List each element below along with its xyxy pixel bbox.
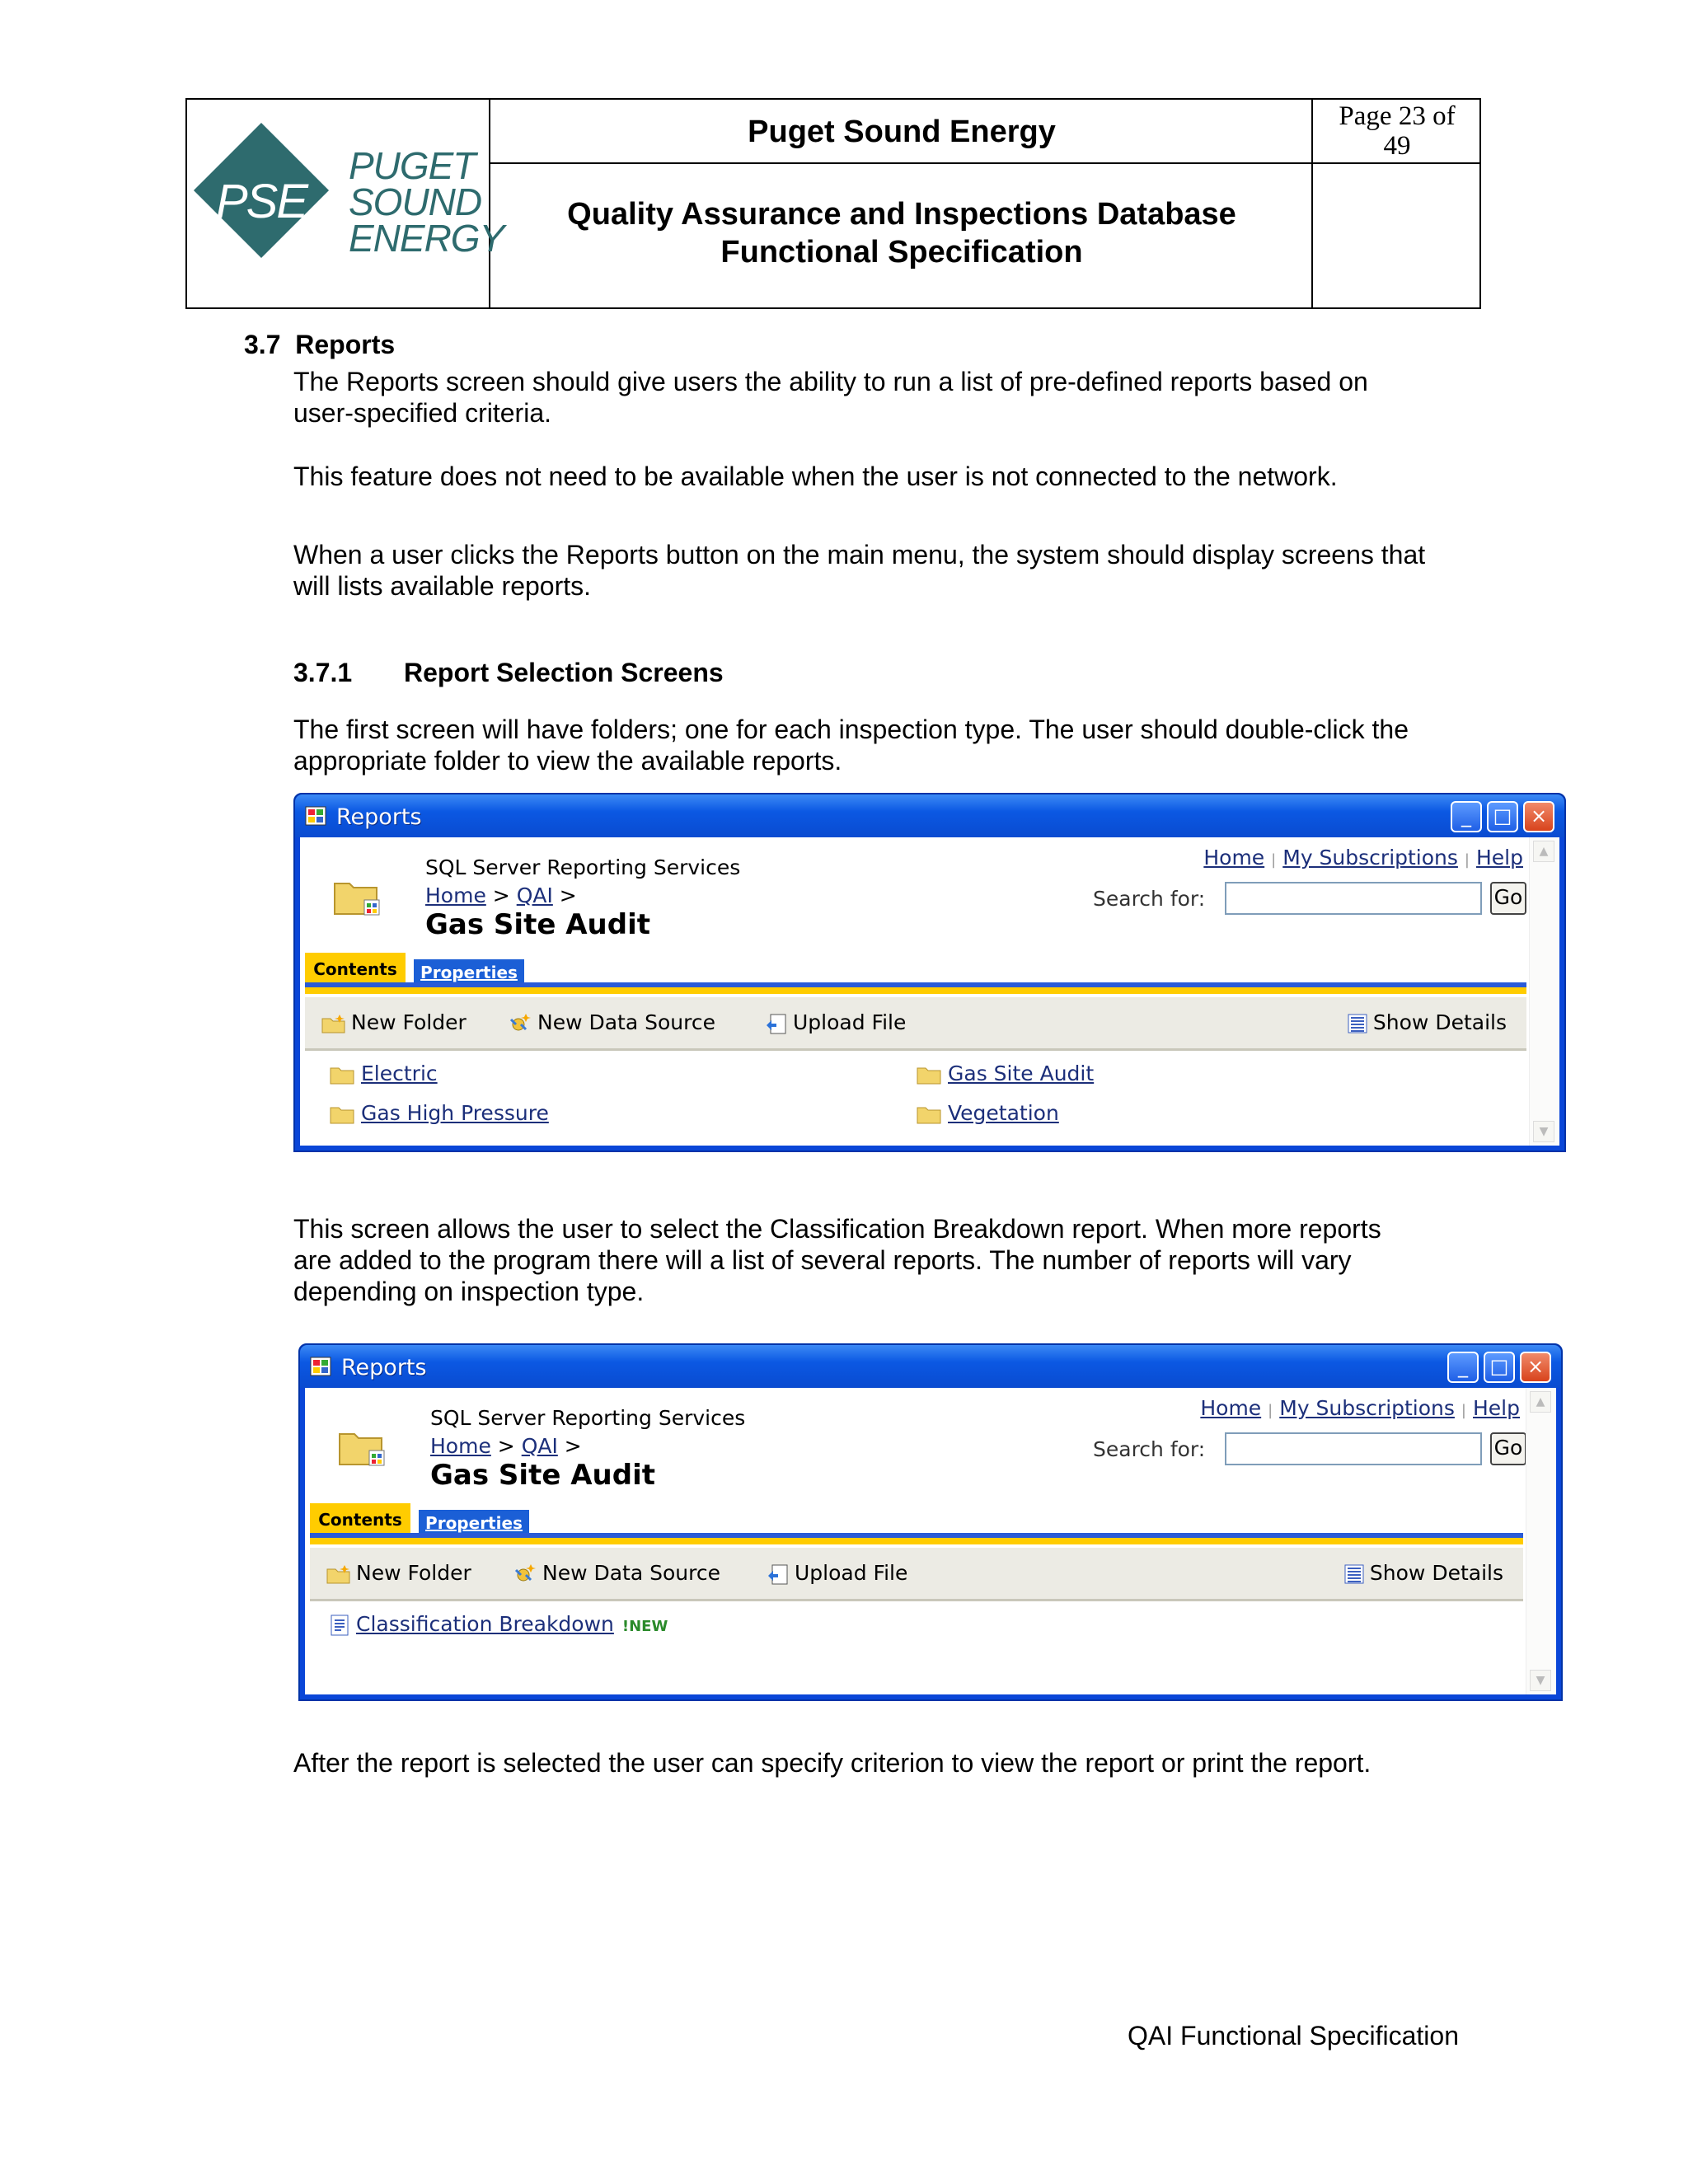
breadcrumb-separator: > xyxy=(559,883,577,907)
subsection-number: 3.7.1 xyxy=(293,658,353,687)
scroll-down-button[interactable]: ▼ xyxy=(1530,1670,1551,1691)
tab-properties[interactable]: Properties xyxy=(419,1510,529,1535)
folder-link-gas-high-pressure[interactable]: Gas High Pressure xyxy=(361,1101,549,1125)
maximize-button[interactable]: □ xyxy=(1487,801,1518,832)
reports-window-folders xyxy=(293,793,1566,1152)
folder-item[interactable] xyxy=(330,1062,438,1085)
link-separator: | xyxy=(1464,851,1470,869)
folder-item[interactable] xyxy=(917,1062,1094,1085)
scroll-up-button[interactable]: ▲ xyxy=(1533,841,1554,862)
paragraph-line: When a user clicks the Reports button on the main menu, the system should display screens that xyxy=(293,540,1426,569)
subsection-title: Report Selection Screens xyxy=(404,658,724,687)
logo-abbr: PSE xyxy=(215,175,307,228)
window-client xyxy=(300,837,1559,1146)
close-button[interactable]: × xyxy=(1523,801,1554,832)
service-name: SQL Server Reporting Services xyxy=(430,1406,746,1430)
section-number: 3.7 xyxy=(244,330,281,359)
my-subscriptions-link[interactable]: My Subscriptions xyxy=(1279,1396,1455,1420)
page-footer: QAI Functional Specification xyxy=(1128,2021,1459,2050)
folder-item[interactable] xyxy=(917,1101,1059,1125)
page-title: Gas Site Audit xyxy=(425,908,650,941)
new-data-source-button[interactable] xyxy=(513,1561,720,1585)
window-titlebar xyxy=(300,1345,1561,1388)
toolbar xyxy=(310,1548,1523,1601)
tab-underline-accent xyxy=(310,1538,1523,1544)
breadcrumb-home-link[interactable]: Home xyxy=(430,1434,491,1458)
folder-item[interactable] xyxy=(330,1101,549,1125)
tab-underline-accent xyxy=(305,987,1526,994)
reports-app-icon xyxy=(305,806,326,826)
link-separator: | xyxy=(1271,851,1277,869)
page-number-line: 49 xyxy=(1383,131,1411,161)
new-folder-icon xyxy=(321,1014,346,1033)
new-badge xyxy=(622,1618,668,1635)
search-input[interactable] xyxy=(1225,882,1482,915)
paragraph-line: appropriate folder to view the available reports. xyxy=(293,746,842,776)
reports-window-report-list xyxy=(298,1343,1563,1701)
new-badge-mark: ! xyxy=(621,1618,630,1635)
top-links xyxy=(1203,846,1523,869)
home-link[interactable]: Home xyxy=(1203,846,1265,869)
document-header xyxy=(185,98,1481,309)
show-details-label: Show Details xyxy=(1372,1010,1507,1034)
upload-file-label: Upload File xyxy=(795,1561,908,1585)
subsection-paragraph xyxy=(293,1213,1381,1307)
window-client xyxy=(305,1388,1556,1694)
paragraph-line: This screen allows the user to select the Classification Breakdown report. When more reports xyxy=(293,1214,1381,1244)
search-input[interactable] xyxy=(1225,1432,1482,1465)
logo-line: ENERGY xyxy=(349,217,504,260)
tab-properties[interactable]: Properties xyxy=(414,959,524,984)
folder-link-vegetation[interactable]: Vegetation xyxy=(948,1101,1059,1125)
window-titlebar xyxy=(295,794,1564,837)
home-link[interactable]: Home xyxy=(1200,1396,1262,1420)
help-link[interactable]: Help xyxy=(1476,846,1523,869)
report-item[interactable] xyxy=(330,1612,668,1637)
scroll-up-button[interactable]: ▲ xyxy=(1530,1391,1551,1413)
folder-link-electric[interactable]: Electric xyxy=(361,1062,438,1085)
link-separator: | xyxy=(1461,1402,1466,1419)
folder-icon xyxy=(330,1065,354,1085)
new-badge-label: NEW xyxy=(629,1618,668,1635)
new-data-source-label: New Data Source xyxy=(537,1010,715,1034)
toolbar xyxy=(305,997,1526,1051)
go-button[interactable]: Go xyxy=(1490,882,1526,915)
section-paragraph: This feature does not need to be available when the user is not connected to the network. xyxy=(293,462,1338,491)
subsection-heading xyxy=(293,658,724,688)
vertical-scrollbar[interactable] xyxy=(1529,837,1559,1146)
minimize-button[interactable]: _ xyxy=(1447,1352,1479,1383)
show-details-icon xyxy=(1347,1013,1368,1034)
paragraph-line: user-specified criteria. xyxy=(293,398,551,428)
reports-app-icon xyxy=(310,1357,331,1376)
new-folder-label: New Folder xyxy=(351,1010,467,1034)
show-details-button[interactable] xyxy=(1347,1010,1507,1034)
header-divider xyxy=(490,162,1481,164)
page-number xyxy=(1313,101,1481,161)
paragraph-line: depending on inspection type. xyxy=(293,1277,645,1306)
new-folder-button[interactable] xyxy=(326,1561,471,1585)
service-name: SQL Server Reporting Services xyxy=(425,855,741,879)
report-folder-icon xyxy=(338,1426,387,1469)
tab-contents[interactable]: Contents xyxy=(310,1503,410,1535)
minimize-button[interactable]: _ xyxy=(1451,801,1482,832)
show-details-label: Show Details xyxy=(1369,1561,1503,1585)
link-separator: | xyxy=(1268,1402,1273,1419)
section-title: Reports xyxy=(295,330,396,359)
folder-icon xyxy=(917,1065,941,1085)
page-number-line: Page 23 of xyxy=(1339,101,1456,131)
paragraph-line: The first screen will have folders; one for each inspection type. The user should double-click the xyxy=(293,715,1409,744)
search-label: Search for: xyxy=(1093,887,1206,911)
report-document-icon xyxy=(330,1614,349,1637)
folder-icon xyxy=(330,1104,354,1124)
logo-line: PUGET xyxy=(349,144,476,187)
my-subscriptions-link[interactable]: My Subscriptions xyxy=(1282,846,1458,869)
search-label: Search for: xyxy=(1093,1437,1206,1461)
show-details-icon xyxy=(1343,1563,1365,1585)
window-title: Reports xyxy=(336,804,422,830)
company-name: Puget Sound Energy xyxy=(748,115,1056,149)
upload-file-button[interactable] xyxy=(767,1561,907,1586)
document-title-line: Functional Specification xyxy=(720,235,1083,269)
document-title-line: Quality Assurance and Inspections Database xyxy=(567,197,1236,232)
upload-file-icon xyxy=(767,1563,790,1586)
new-folder-icon xyxy=(326,1564,351,1584)
document-title xyxy=(492,195,1311,271)
breadcrumb-separator: > xyxy=(497,1434,515,1458)
upload-file-label: Upload File xyxy=(793,1010,907,1034)
breadcrumb-separator: > xyxy=(492,883,510,907)
logo-line: SOUND xyxy=(349,180,482,223)
scroll-down-button[interactable]: ▼ xyxy=(1533,1121,1554,1142)
report-folder-icon xyxy=(333,875,382,918)
logo-wordmark xyxy=(349,144,504,260)
top-links xyxy=(1200,1396,1520,1420)
maximize-button[interactable]: □ xyxy=(1484,1352,1515,1383)
upload-file-button[interactable] xyxy=(765,1010,906,1035)
section-paragraph xyxy=(293,366,1368,429)
new-folder-button[interactable] xyxy=(321,1010,467,1034)
section-heading xyxy=(244,330,395,360)
breadcrumb-qai-link[interactable]: QAI xyxy=(516,883,553,907)
new-data-source-label: New Data Source xyxy=(542,1561,720,1585)
paragraph-line: The Reports screen should give users the ability to run a list of pre-defined reports based on xyxy=(293,367,1368,396)
subsection-paragraph: After the report is selected the user can specify criterion to view the report or print the report. xyxy=(293,1748,1372,1778)
go-button[interactable]: Go xyxy=(1490,1432,1526,1465)
folder-icon xyxy=(917,1104,941,1124)
new-folder-label: New Folder xyxy=(356,1561,471,1585)
folder-link-gas-site-audit[interactable]: Gas Site Audit xyxy=(948,1062,1095,1085)
new-data-source-button[interactable] xyxy=(508,1010,715,1034)
vertical-scrollbar[interactable] xyxy=(1526,1388,1556,1694)
breadcrumb-separator: > xyxy=(564,1434,582,1458)
show-details-button[interactable] xyxy=(1343,1561,1503,1585)
breadcrumb-home-link[interactable]: Home xyxy=(425,883,486,907)
page-title: Gas Site Audit xyxy=(430,1459,655,1492)
help-link[interactable]: Help xyxy=(1473,1396,1520,1420)
close-button[interactable]: × xyxy=(1520,1352,1551,1383)
report-link-classification-breakdown[interactable]: Classification Breakdown xyxy=(356,1612,614,1636)
tab-contents[interactable]: Contents xyxy=(305,953,406,984)
paragraph-line: are added to the program there will a list of several reports. The number of reports will vary xyxy=(293,1245,1352,1275)
section-paragraph xyxy=(293,539,1425,602)
new-data-source-icon xyxy=(513,1563,537,1585)
breadcrumb-qai-link[interactable]: QAI xyxy=(521,1434,558,1458)
paragraph-line: will lists available reports. xyxy=(293,571,592,601)
breadcrumb xyxy=(430,1434,582,1458)
subsection-paragraph xyxy=(293,714,1409,776)
new-data-source-icon xyxy=(508,1013,532,1034)
upload-file-icon xyxy=(765,1012,788,1035)
window-title: Reports xyxy=(341,1355,427,1380)
breadcrumb xyxy=(425,883,577,907)
